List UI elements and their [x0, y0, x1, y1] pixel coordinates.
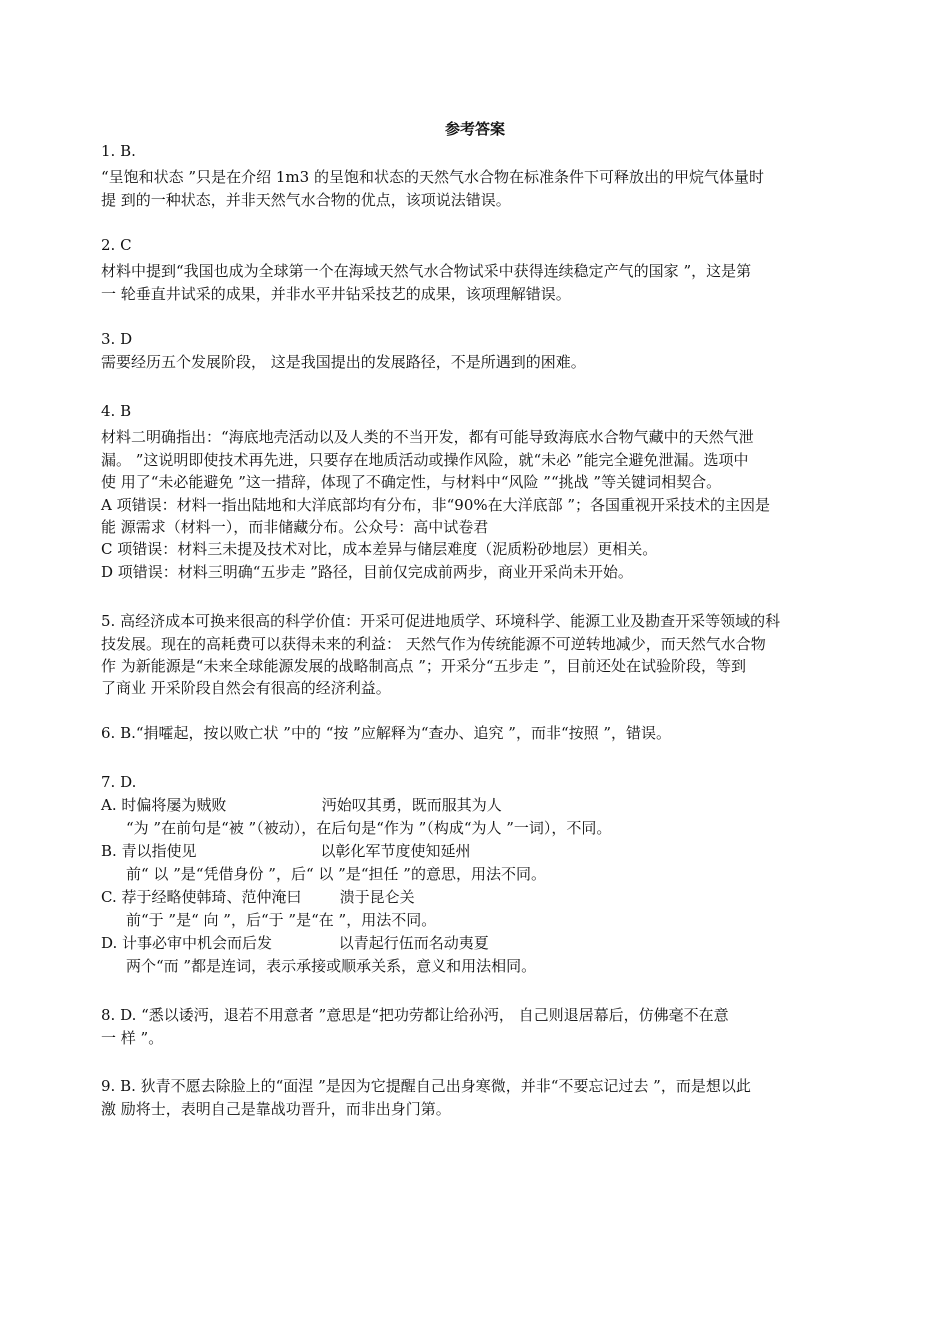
answer-8-line-2: 一 样 ”。: [101, 1029, 164, 1047]
answer-4-option-a-cont: 能 源需求（材料一），而非储藏分布。公众号：高中试卷君: [101, 518, 489, 536]
answer-5-line-3: 作 为新能源是“未来全球能源发展的战略制高点 ”；开采分“五步走 ”，目前还处在试验阶段，等到: [101, 657, 746, 675]
answer-2-line-1: 材料中提到“我国也成为全球第一个在海域天然气水合物试采中获得连续稳定产气的国家 ”，这是第: [101, 262, 752, 280]
answer-4-heading: 4. B: [101, 402, 132, 420]
answer-1-line-1: “呈饱和状态 ”只是在介绍 1m3 的呈饱和状态的天然气水合物在标准条件下可释放出的甲烷气体量时: [101, 168, 764, 186]
answer-4-option-c: C 项错误：材料三未提及技术对比，成本差异与储层难度（泥质粉砂地层）更相关。: [101, 540, 658, 558]
answer-7-option-c: C. 荐于经略使韩琦、范仲淹曰 溃于昆仑关: [101, 888, 415, 906]
answer-7-option-b: B. 青以指使见 以彰化军节度使知延州: [101, 842, 471, 860]
answer-7-option-b-explain: 前“ 以 ”是“凭借身份 ”，后“ 以 ”是“担任 ”的意思，用法不同。: [126, 865, 546, 883]
answer-8-line-1: 8. D. “悉以诿沔，退若不用意者 ”意思是“把功劳都让给孙沔， 自己则退居幕后，仿佛毫不在意: [101, 1006, 729, 1024]
answer-5-line-4: 了商业 开采阶段自然会有很高的经济利益。: [101, 679, 391, 697]
answer-3-line-1: 需要经历五个发展阶段， 这是我国提出的发展路径，不是所遇到的困难。: [101, 353, 586, 371]
answer-4-line-1: 材料二明确指出：“海底地壳活动以及人类的不当开发，都有可能导致海底水合物气藏中的天然气泄: [101, 428, 754, 446]
answer-5-line-2: 技发展。现在的高耗费可以获得未来的利益： 天然气作为传统能源不可逆转地减少，而天然气水合物: [101, 635, 766, 653]
answer-7-option-d: D. 计事必审中机会而后发 以青起行伍而名动夷夏: [101, 934, 489, 952]
answer-2-heading: 2. C: [101, 236, 132, 254]
answer-4-line-2: 漏。 ”这说明即使技术再先进，只要存在地质活动或操作风险，就“未必 ”能完全避免泄漏。选项中: [101, 451, 749, 469]
answer-1-heading: 1. B.: [101, 142, 136, 160]
answer-1-line-2: 提 到的一种状态，并非天然气水合物的优点，该项说法错误。: [101, 191, 511, 209]
answer-4-option-a: A 项错误：材料一指出陆地和大洋底部均有分布，非“90%在大洋底部 ”；各国重视开采技术的主因是: [101, 496, 771, 514]
answer-4-option-d: D 项错误：材料三明确“五步走 ”路径，目前仅完成前两步，商业开采尚未开始。: [101, 563, 633, 581]
answer-6-line-1: 6. B.“捐嚯起，按以败亡状 ”中的 “按 ”应解释为“查办、追究 ”，而非“按照 ”，错误。: [101, 724, 672, 742]
answer-5-line-1: 5. 高经济成本可换来很高的科学价值：开采可促进地质学、环境科学、能源工业及勘查开采等领域的科: [101, 612, 781, 630]
answer-3-heading: 3. D: [101, 330, 133, 348]
answer-7-option-a: A. 时偏将屡为贼败 沔始叹其勇，既而服其为人: [101, 796, 502, 814]
answer-4-line-3: 使 用了“未必能避免 ”这一措辞，体现了不确定性，与材料中“风险 ”“挑战 ”等关键词相契合。: [101, 473, 722, 491]
answer-9-line-2: 激 励将士，表明自己是靠战功晋升，而非出身门第。: [101, 1100, 451, 1118]
answer-2-line-2: 一 轮垂直井试采的成果，并非水平井钻采技艺的成果，该项理解错误。: [101, 285, 571, 303]
answer-9-line-1: 9. B. 狄青不愿去除脸上的“面涅 ”是因为它提醒自己出身寒微，并非“不要忘记过去 ”，而是想以此: [101, 1077, 751, 1095]
answer-7-heading: 7. D.: [101, 773, 137, 791]
answer-7-option-a-explain: “为 ”在前句是“被 ”（被动），在后句是“作为 ”（构成“为人 ”一词），不同。: [126, 819, 612, 837]
answer-7-option-d-explain: 两个“而 ”都是连词，表示承接或顺承关系，意义和用法相同。: [126, 957, 537, 975]
answer-7-option-c-explain: 前“于 ”是“ 向 ”，后“于 ”是“在 ”，用法不同。: [126, 911, 437, 929]
page-title: 参考答案: [444, 120, 505, 138]
